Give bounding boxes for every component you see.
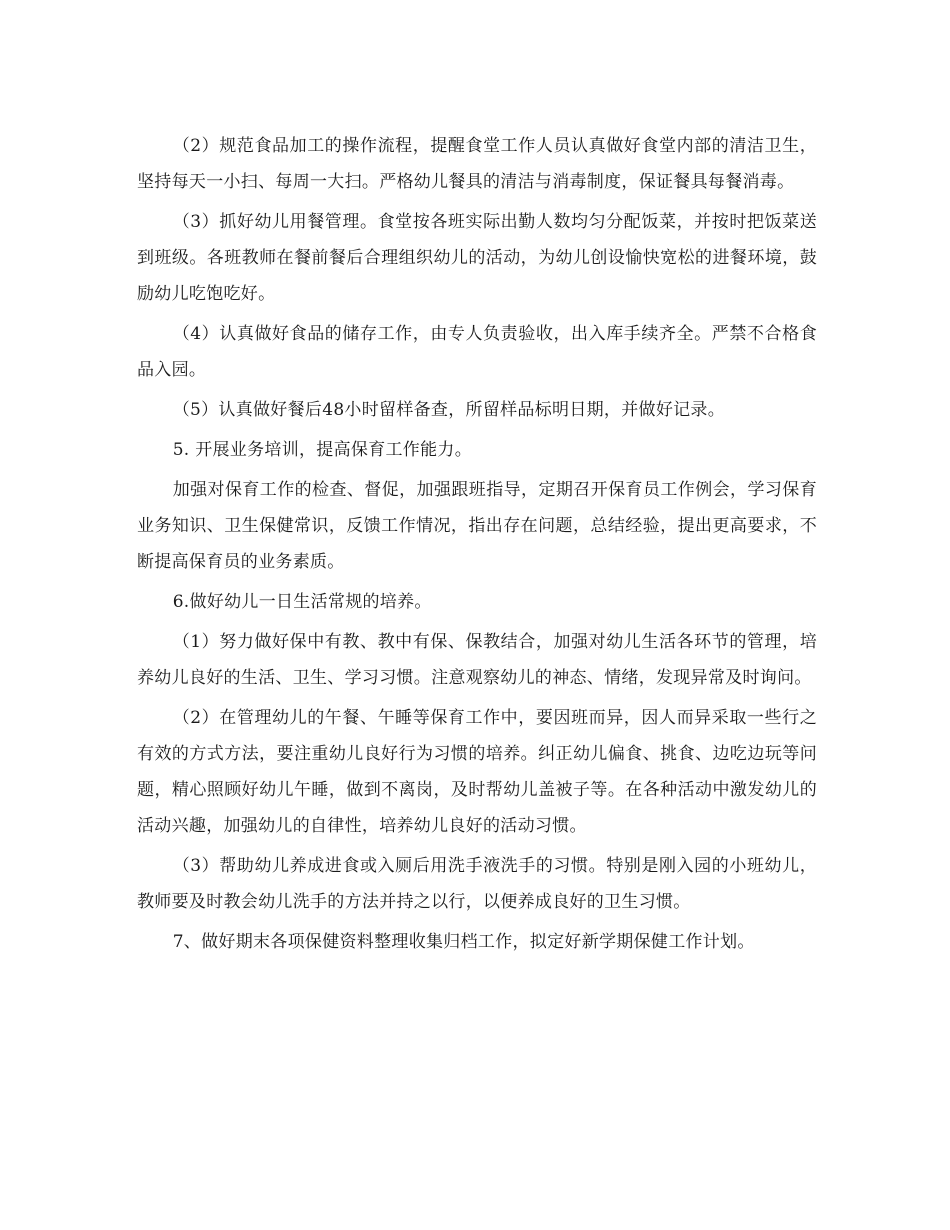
document-body (137, 128, 817, 964)
paragraph-handwashing: （3）帮助幼儿养成进食或入厕后用洗手液洗手的习惯。特别是刚入园的小班幼儿，教师要及时教会幼儿洗手的方法并持之以行，以便养成良好的卫生习惯。 (137, 856, 817, 912)
section-heading-daily-routine: 6.做好幼儿一日生活常规的培养。 (172, 592, 432, 612)
section-heading-training: 5. 开展业务培训，提高保育工作能力。 (172, 440, 473, 460)
paragraph-lunch-nap: （2）在管理幼儿的午餐、午睡等保育工作中，要因班而异，因人而异采取一些行之有效的方式方法，要注重幼儿良好行为习惯的培养。纠正幼儿偏食、挑食、边吃边玩等问题，精心照顾好幼儿午睡，做到不离岗，及时帮幼儿盖被子等。在各种活动中激发幼儿的活动兴趣，加强幼儿的自律性，培养幼儿良好的活动习惯。 (137, 708, 817, 836)
paragraph-meal-management: （3）抓好幼儿用餐管理。食堂按各班实际出勤人数均匀分配饭菜，并按时把饭菜送到班级。各班教师在餐前餐后合理组织幼儿的活动，为幼儿创设愉快宽松的进餐环境，鼓励幼儿吃饱吃好。 (137, 212, 817, 304)
paragraph-care-education: （1）努力做好保中有教、教中有保、保教结合，加强对幼儿生活各环节的管理，培养幼儿良好的生活、卫生、学习习惯。注意观察幼儿的神态、情绪，发现异常及时询问。 (137, 632, 817, 688)
section-heading-archiving: 7、做好期末各项保健资料整理收集归档工作，拟定好新学期保健工作计划。 (172, 932, 755, 952)
paragraph-sample-retention: （5）认真做好餐后48小时留样备查，所留样品标明日期，并做好记录。 (172, 400, 726, 420)
paragraph-food-processing: （2）规范食品加工的操作流程，提醒食堂工作人员认真做好食堂内部的清洁卫生，坚持每天一小扫、每周一大扫。严格幼儿餐具的清洁与消毒制度，保证餐具每餐消毒。 (137, 136, 817, 192)
paragraph-food-storage: （4）认真做好食品的储存工作，由专人负责验收，出入库手续齐全。严禁不合格食品入园。 (137, 324, 817, 380)
paragraph-training: 加强对保育工作的检查、督促，加强跟班指导，定期召开保育员工作例会，学习保育业务知识、卫生保健常识，反馈工作情况，指出存在问题，总结经验，提出更高要求，不断提高保育员的业务素质。 (137, 480, 817, 572)
